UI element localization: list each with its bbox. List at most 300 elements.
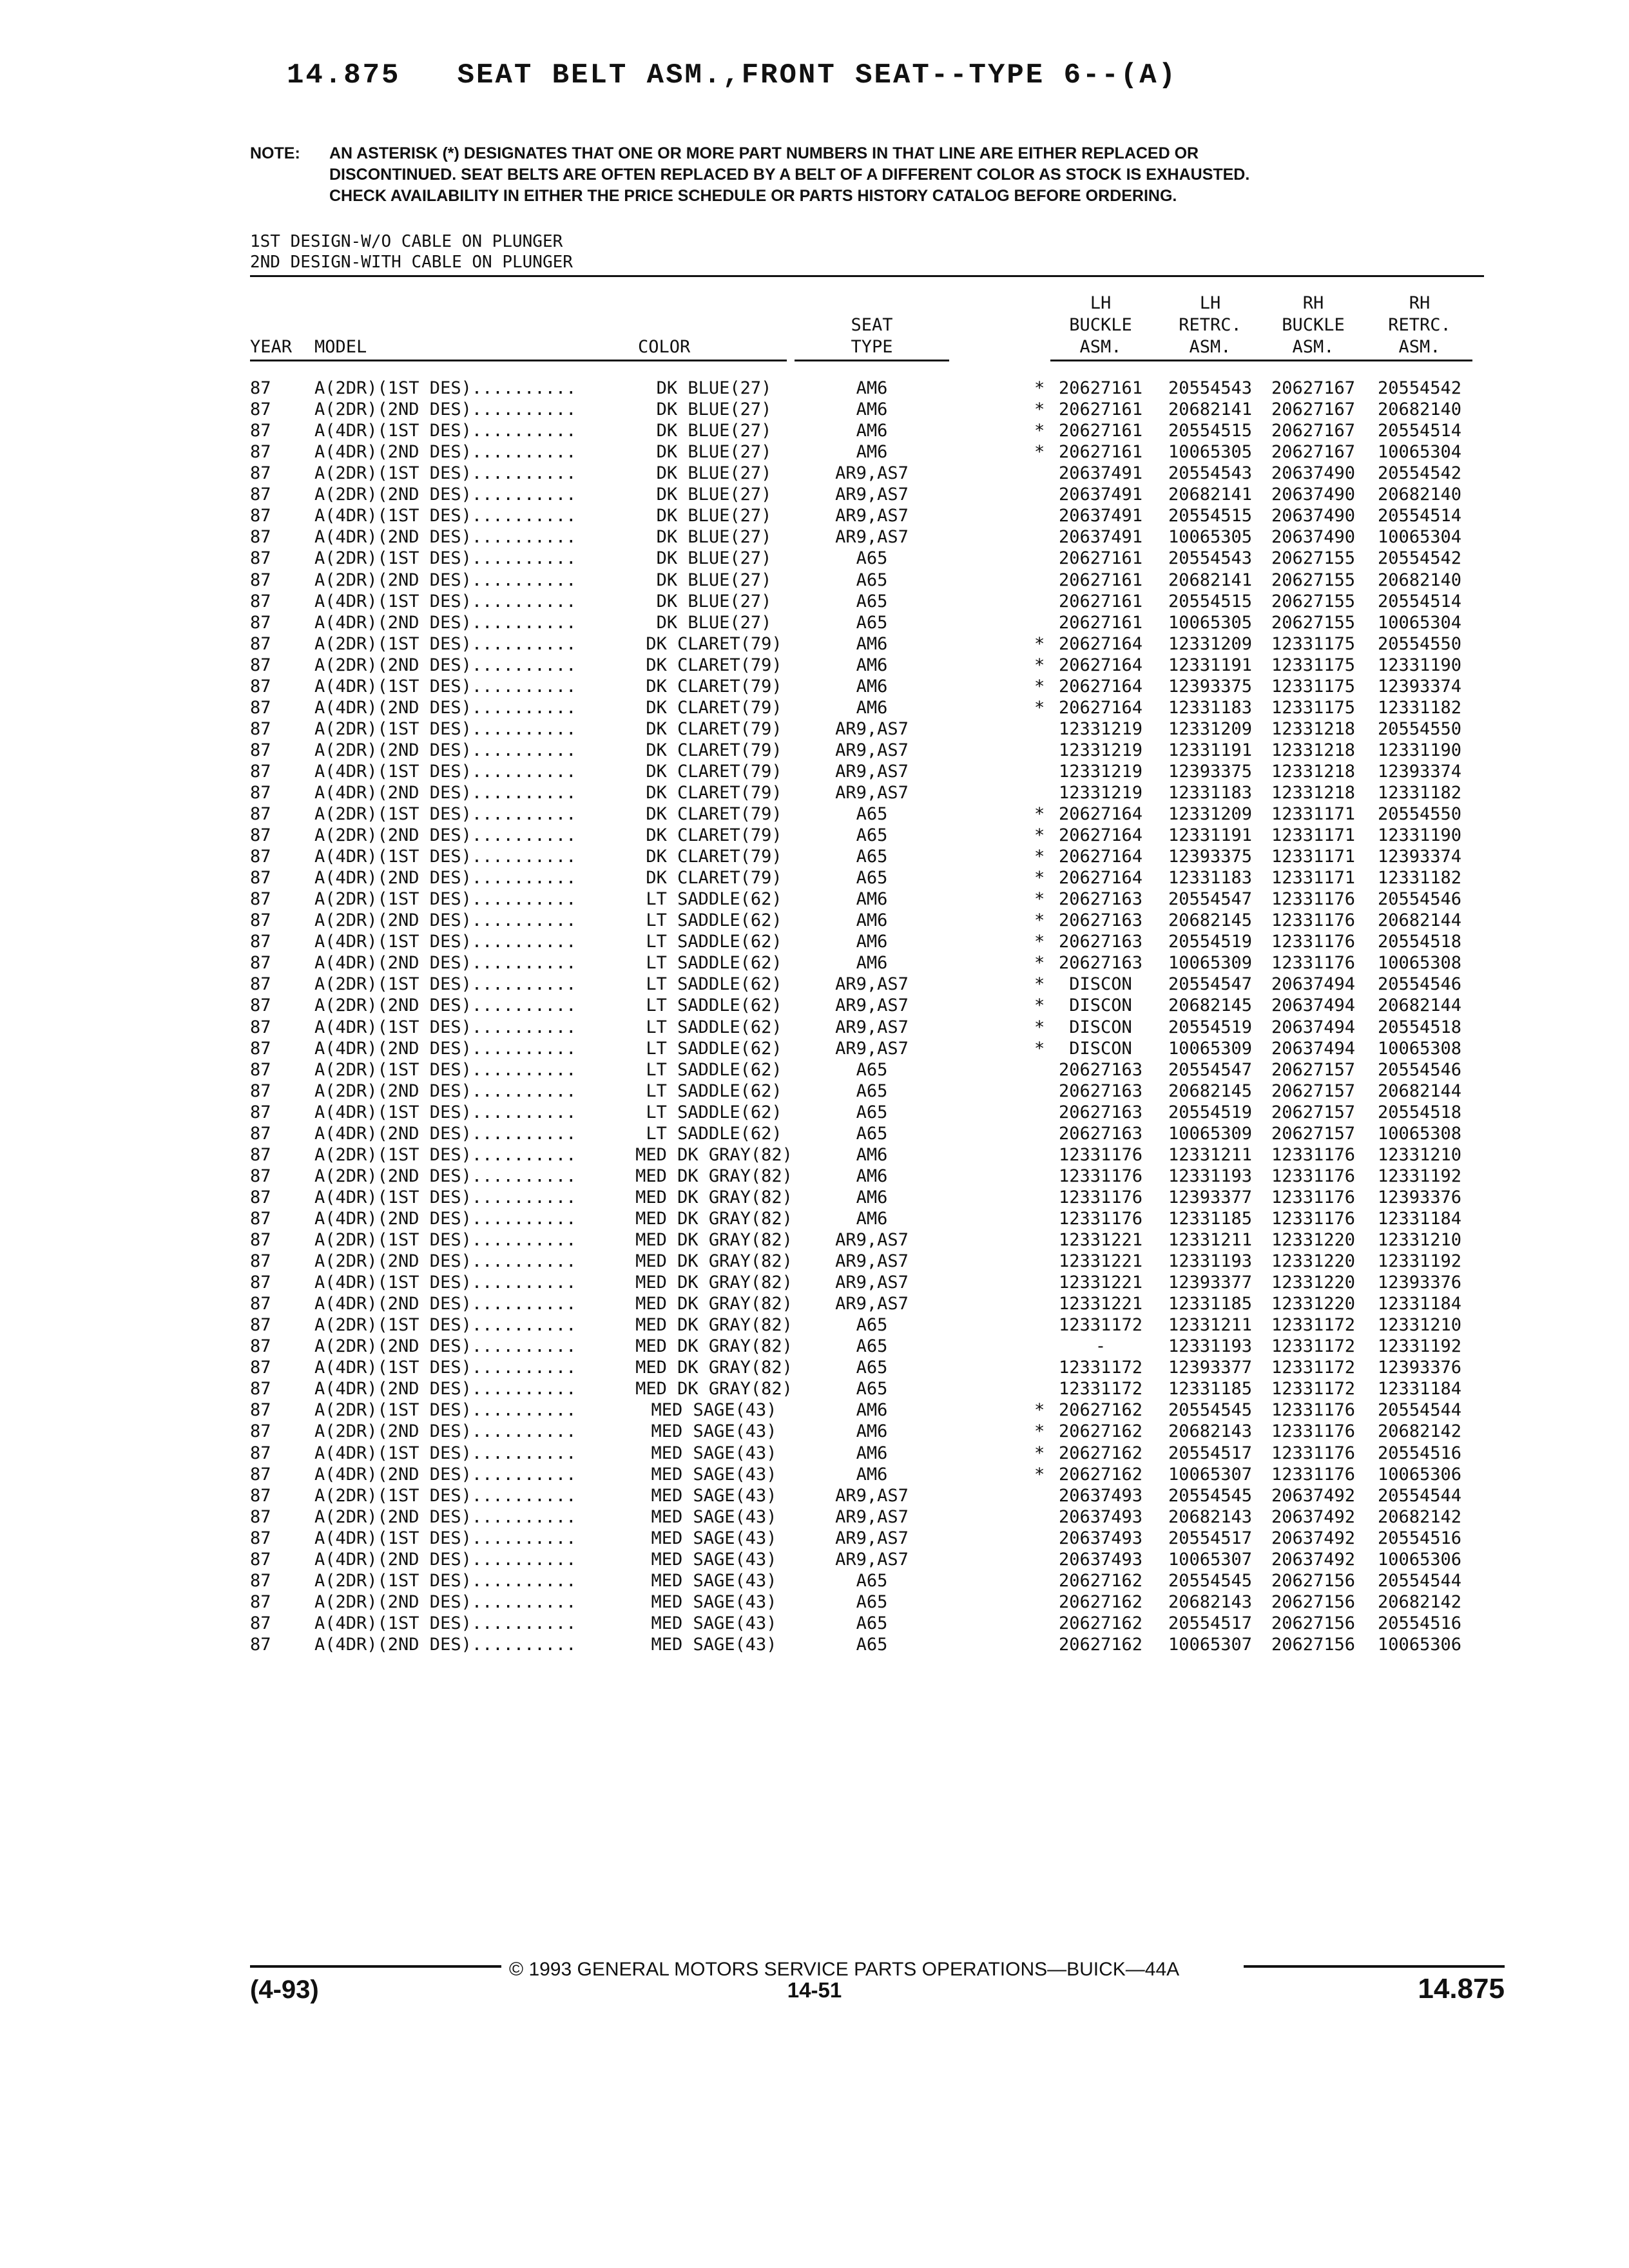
rh-buckle-cell: 12331171 bbox=[1271, 847, 1356, 867]
asterisk-marker: * bbox=[1034, 995, 1045, 1016]
year-cell: 87 bbox=[250, 655, 271, 675]
color-cell: LT SADDLE(62) bbox=[646, 1123, 782, 1144]
lh-buckle-cell: 20627163 bbox=[1058, 1081, 1143, 1101]
color-cell: MED SAGE(43) bbox=[651, 1549, 777, 1570]
seat-type-cell: A65 bbox=[856, 548, 888, 569]
lh-retrc-cell: 20554547 bbox=[1168, 1059, 1253, 1080]
model-cell: A(2DR)(2ND DES).......... bbox=[314, 1251, 577, 1271]
rh-retrc-cell: 12331182 bbox=[1377, 782, 1462, 803]
model-cell: A(2DR)(1ST DES).......... bbox=[314, 1144, 577, 1165]
lh-buckle-cell: 20627161 bbox=[1058, 591, 1143, 611]
seat-type-cell: AR9,AS7 bbox=[835, 1506, 909, 1527]
model-cell: A(2DR)(1ST DES).......... bbox=[314, 1570, 577, 1591]
model-cell: A(2DR)(1ST DES).......... bbox=[314, 718, 577, 739]
lh-retrc-cell: 20554515 bbox=[1168, 421, 1253, 441]
model-cell: A(4DR)(2ND DES).......... bbox=[314, 953, 577, 974]
year-cell: 87 bbox=[250, 421, 271, 441]
lh-buckle-cell: 20627162 bbox=[1058, 1421, 1143, 1442]
year-cell: 87 bbox=[250, 1336, 271, 1357]
col-header-lh-buckle: LH BUCKLE ASM. bbox=[1069, 293, 1132, 357]
lh-retrc-cell: 20554543 bbox=[1168, 378, 1253, 398]
lh-retrc-cell: 20554519 bbox=[1168, 1102, 1253, 1122]
lh-buckle-cell: 20627162 bbox=[1058, 1464, 1143, 1485]
model-cell: A(2DR)(2ND DES).......... bbox=[314, 740, 577, 760]
seat-type-cell: A65 bbox=[856, 1379, 888, 1399]
year-cell: 87 bbox=[250, 378, 271, 398]
model-cell: A(4DR)(1ST DES).......... bbox=[314, 1187, 577, 1207]
rh-buckle-cell: 20637490 bbox=[1271, 485, 1356, 505]
color-cell: MED DK GRAY(82) bbox=[635, 1358, 793, 1378]
asterisk-marker: * bbox=[1034, 889, 1045, 910]
color-cell: MED SAGE(43) bbox=[651, 1591, 777, 1612]
lh-retrc-cell: 12331185 bbox=[1168, 1294, 1253, 1314]
rh-buckle-cell: 20627155 bbox=[1271, 612, 1356, 633]
rh-buckle-cell: 20627155 bbox=[1271, 591, 1356, 611]
model-cell: A(4DR)(1ST DES).......... bbox=[314, 591, 577, 611]
color-cell: MED DK GRAY(82) bbox=[635, 1251, 793, 1271]
lh-retrc-cell: 12331209 bbox=[1168, 804, 1253, 824]
header-rule-left bbox=[250, 360, 787, 361]
lh-retrc-cell: 12393377 bbox=[1168, 1273, 1253, 1293]
model-cell: A(2DR)(2ND DES).......... bbox=[314, 910, 577, 931]
note-line-3: CHECK AVAILABILITY IN EITHER THE PRICE SCHEDULE OR PARTS HISTORY CATALOG BEFORE ORDERING. bbox=[329, 187, 1177, 205]
rh-retrc-cell: 20682140 bbox=[1377, 485, 1462, 505]
year-cell: 87 bbox=[250, 1294, 271, 1314]
seat-type-cell: A65 bbox=[856, 825, 888, 845]
year-cell: 87 bbox=[250, 1613, 271, 1633]
seat-type-cell: AR9,AS7 bbox=[835, 974, 909, 995]
rh-retrc-cell: 12393374 bbox=[1377, 676, 1462, 697]
lh-retrc-cell: 12331209 bbox=[1168, 633, 1253, 654]
rh-retrc-cell: 20554546 bbox=[1377, 1059, 1462, 1080]
seat-type-cell: AM6 bbox=[856, 1166, 888, 1186]
rh-retrc-cell: 12393376 bbox=[1377, 1273, 1462, 1293]
model-cell: A(4DR)(1ST DES).......... bbox=[314, 506, 577, 526]
color-cell: DK CLARET(79) bbox=[646, 868, 782, 889]
lh-retrc-cell: 20682145 bbox=[1168, 1081, 1253, 1101]
color-cell: DK CLARET(79) bbox=[646, 718, 782, 739]
year-cell: 87 bbox=[250, 1273, 271, 1293]
lh-retrc-cell: 10065307 bbox=[1168, 1634, 1253, 1655]
rh-buckle-cell: 20637490 bbox=[1271, 506, 1356, 526]
year-cell: 87 bbox=[250, 868, 271, 889]
asterisk-marker: * bbox=[1034, 804, 1045, 824]
color-cell: MED DK GRAY(82) bbox=[635, 1230, 793, 1250]
color-cell: LT SADDLE(62) bbox=[646, 1102, 782, 1122]
lh-buckle-cell: - bbox=[1095, 1336, 1106, 1357]
model-cell: A(4DR)(1ST DES).......... bbox=[314, 1443, 577, 1463]
year-cell: 87 bbox=[250, 527, 271, 548]
year-cell: 87 bbox=[250, 761, 271, 782]
model-cell: A(4DR)(1ST DES).......... bbox=[314, 932, 577, 952]
lh-buckle-cell: 12331221 bbox=[1058, 1230, 1143, 1250]
lh-retrc-cell: 10065305 bbox=[1168, 442, 1253, 463]
lh-retrc-cell: 20554515 bbox=[1168, 591, 1253, 611]
model-cell: A(2DR)(2ND DES).......... bbox=[314, 655, 577, 675]
year-cell: 87 bbox=[250, 1379, 271, 1399]
model-cell: A(2DR)(1ST DES).......... bbox=[314, 1230, 577, 1250]
lh-buckle-cell: 12331219 bbox=[1058, 740, 1143, 760]
year-cell: 87 bbox=[250, 1400, 271, 1421]
asterisk-marker: * bbox=[1034, 655, 1045, 675]
year-cell: 87 bbox=[250, 633, 271, 654]
seat-type-cell: AM6 bbox=[856, 442, 888, 463]
model-cell: A(4DR)(2ND DES).......... bbox=[314, 612, 577, 633]
rh-retrc-cell: 10065308 bbox=[1377, 1123, 1462, 1144]
lh-retrc-cell: 12331193 bbox=[1168, 1166, 1253, 1186]
lh-retrc-cell: 20554515 bbox=[1168, 506, 1253, 526]
model-cell: A(4DR)(1ST DES).......... bbox=[314, 1273, 577, 1293]
rh-buckle-cell: 12331172 bbox=[1271, 1379, 1356, 1399]
rh-retrc-cell: 12331210 bbox=[1377, 1144, 1462, 1165]
lh-retrc-cell: 12331193 bbox=[1168, 1251, 1253, 1271]
seat-type-cell: AR9,AS7 bbox=[835, 995, 909, 1016]
seat-type-cell: AR9,AS7 bbox=[835, 761, 909, 782]
lh-buckle-cell: 20627164 bbox=[1058, 825, 1143, 845]
lh-retrc-cell: 12393377 bbox=[1168, 1187, 1253, 1207]
seat-type-cell: AR9,AS7 bbox=[835, 527, 909, 548]
lh-retrc-cell: 12331183 bbox=[1168, 782, 1253, 803]
design-1-legend: 1ST DESIGN-W/O CABLE ON PLUNGER bbox=[250, 232, 563, 251]
design-2-legend: 2ND DESIGN-WITH CABLE ON PLUNGER bbox=[250, 253, 573, 272]
rh-buckle-cell: 20627157 bbox=[1271, 1059, 1356, 1080]
lh-buckle-cell: 20627163 bbox=[1058, 889, 1143, 910]
year-cell: 87 bbox=[250, 889, 271, 910]
lh-buckle-cell: 20637491 bbox=[1058, 463, 1143, 484]
lh-retrc-cell: 10065307 bbox=[1168, 1464, 1253, 1485]
seat-type-cell: AM6 bbox=[856, 1443, 888, 1463]
col-header-color: COLOR bbox=[638, 337, 691, 357]
year-cell: 87 bbox=[250, 1102, 271, 1122]
model-cell: A(4DR)(2ND DES).......... bbox=[314, 1464, 577, 1485]
color-cell: MED DK GRAY(82) bbox=[635, 1166, 793, 1186]
model-cell: A(4DR)(2ND DES).......... bbox=[314, 1294, 577, 1314]
color-cell: DK BLUE(27) bbox=[656, 612, 772, 633]
model-cell: A(4DR)(1ST DES).......... bbox=[314, 1613, 577, 1633]
seat-type-cell: A65 bbox=[856, 804, 888, 824]
lh-buckle-cell: 12331176 bbox=[1058, 1187, 1143, 1207]
asterisk-marker: * bbox=[1034, 847, 1045, 867]
year-cell: 87 bbox=[250, 697, 271, 718]
color-cell: LT SADDLE(62) bbox=[646, 910, 782, 931]
lh-buckle-cell: 12331172 bbox=[1058, 1358, 1143, 1378]
model-cell: A(2DR)(1ST DES).......... bbox=[314, 1059, 577, 1080]
color-cell: DK BLUE(27) bbox=[656, 485, 772, 505]
rh-retrc-cell: 10065304 bbox=[1377, 442, 1462, 463]
lh-retrc-cell: 20682143 bbox=[1168, 1506, 1253, 1527]
model-cell: A(2DR)(2ND DES).......... bbox=[314, 1166, 577, 1186]
rh-retrc-cell: 20554550 bbox=[1377, 718, 1462, 739]
rh-retrc-cell: 10065304 bbox=[1377, 527, 1462, 548]
year-cell: 87 bbox=[250, 1506, 271, 1527]
rh-retrc-cell: 20554550 bbox=[1377, 633, 1462, 654]
rh-buckle-cell: 20627156 bbox=[1271, 1591, 1356, 1612]
color-cell: DK BLUE(27) bbox=[656, 570, 772, 590]
model-cell: A(4DR)(2ND DES).......... bbox=[314, 1038, 577, 1059]
rh-buckle-cell: 20627157 bbox=[1271, 1123, 1356, 1144]
seat-type-cell: AR9,AS7 bbox=[835, 1528, 909, 1548]
seat-type-cell: AM6 bbox=[856, 676, 888, 697]
rh-buckle-cell: 20637494 bbox=[1271, 995, 1356, 1016]
rh-retrc-cell: 20682142 bbox=[1377, 1591, 1462, 1612]
lh-buckle-cell: 20637493 bbox=[1058, 1485, 1143, 1506]
year-cell: 87 bbox=[250, 1634, 271, 1655]
seat-type-cell: AM6 bbox=[856, 953, 888, 974]
rh-buckle-cell: 20637494 bbox=[1271, 1017, 1356, 1037]
rh-buckle-cell: 12331171 bbox=[1271, 804, 1356, 824]
lh-retrc-cell: 12393375 bbox=[1168, 761, 1253, 782]
lh-retrc-cell: 12331211 bbox=[1168, 1230, 1253, 1250]
asterisk-marker: * bbox=[1034, 421, 1045, 441]
color-cell: LT SADDLE(62) bbox=[646, 995, 782, 1016]
color-cell: MED SAGE(43) bbox=[651, 1506, 777, 1527]
rh-retrc-cell: 12331184 bbox=[1377, 1294, 1462, 1314]
rh-buckle-cell: 20637492 bbox=[1271, 1485, 1356, 1506]
model-cell: A(2DR)(2ND DES).......... bbox=[314, 1336, 577, 1357]
model-cell: A(4DR)(1ST DES).......... bbox=[314, 761, 577, 782]
color-cell: MED SAGE(43) bbox=[651, 1570, 777, 1591]
rh-buckle-cell: 12331175 bbox=[1271, 633, 1356, 654]
lh-retrc-cell: 20554519 bbox=[1168, 1017, 1253, 1037]
rh-retrc-cell: 10065308 bbox=[1377, 953, 1462, 974]
seat-type-cell: AR9,AS7 bbox=[835, 1038, 909, 1059]
rh-buckle-cell: 20627167 bbox=[1271, 399, 1356, 419]
year-cell: 87 bbox=[250, 804, 271, 824]
model-cell: A(4DR)(2ND DES).......... bbox=[314, 1123, 577, 1144]
rh-retrc-cell: 20682140 bbox=[1377, 399, 1462, 419]
lh-buckle-cell: 20627163 bbox=[1058, 1059, 1143, 1080]
rh-buckle-cell: 20627155 bbox=[1271, 570, 1356, 590]
rh-buckle-cell: 12331176 bbox=[1271, 1208, 1356, 1229]
year-cell: 87 bbox=[250, 1464, 271, 1485]
page-number: 14-51 bbox=[787, 1978, 842, 2002]
rh-buckle-cell: 20637490 bbox=[1271, 527, 1356, 548]
year-cell: 87 bbox=[250, 718, 271, 739]
lh-buckle-cell: 20637493 bbox=[1058, 1549, 1143, 1570]
color-cell: MED DK GRAY(82) bbox=[635, 1379, 793, 1399]
page-title: 14.875 SEAT BELT ASM.,FRONT SEAT--TYPE 6--(A) bbox=[287, 59, 1178, 91]
color-cell: MED SAGE(43) bbox=[651, 1421, 777, 1442]
asterisk-marker: * bbox=[1034, 442, 1045, 463]
rh-buckle-cell: 20627156 bbox=[1271, 1613, 1356, 1633]
lh-buckle-cell: DISCON bbox=[1069, 995, 1132, 1016]
year-cell: 87 bbox=[250, 1208, 271, 1229]
lh-retrc-cell: 20554543 bbox=[1168, 463, 1253, 484]
year-cell: 87 bbox=[250, 676, 271, 697]
color-cell: DK CLARET(79) bbox=[646, 633, 782, 654]
color-cell: DK CLARET(79) bbox=[646, 825, 782, 845]
seat-type-cell: AM6 bbox=[856, 1144, 888, 1165]
year-cell: 87 bbox=[250, 591, 271, 611]
model-cell: A(2DR)(1ST DES).......... bbox=[314, 378, 577, 398]
year-cell: 87 bbox=[250, 953, 271, 974]
color-cell: LT SADDLE(62) bbox=[646, 974, 782, 995]
asterisk-marker: * bbox=[1034, 378, 1045, 398]
seat-type-cell: A65 bbox=[856, 1123, 888, 1144]
year-cell: 87 bbox=[250, 548, 271, 569]
lh-buckle-cell: 20627163 bbox=[1058, 932, 1143, 952]
seat-type-cell: AM6 bbox=[856, 655, 888, 675]
color-cell: DK BLUE(27) bbox=[656, 527, 772, 548]
asterisk-marker: * bbox=[1034, 974, 1045, 995]
model-cell: A(2DR)(2ND DES).......... bbox=[314, 995, 577, 1016]
rh-retrc-cell: 20554516 bbox=[1377, 1443, 1462, 1463]
lh-retrc-cell: 20682145 bbox=[1168, 910, 1253, 931]
asterisk-marker: * bbox=[1034, 953, 1045, 974]
color-cell: DK BLUE(27) bbox=[656, 463, 772, 484]
rh-buckle-cell: 12331176 bbox=[1271, 889, 1356, 910]
model-cell: A(4DR)(2ND DES).......... bbox=[314, 697, 577, 718]
seat-type-cell: A65 bbox=[856, 847, 888, 867]
rh-buckle-cell: 20627156 bbox=[1271, 1634, 1356, 1655]
rh-retrc-cell: 10065306 bbox=[1377, 1634, 1462, 1655]
seat-type-cell: AM6 bbox=[856, 633, 888, 654]
year-cell: 87 bbox=[250, 1187, 271, 1207]
rh-buckle-cell: 12331172 bbox=[1271, 1336, 1356, 1357]
rh-buckle-cell: 12331218 bbox=[1271, 740, 1356, 760]
lh-buckle-cell: 20637491 bbox=[1058, 485, 1143, 505]
seat-type-cell: A65 bbox=[856, 868, 888, 889]
rh-buckle-cell: 20637492 bbox=[1271, 1506, 1356, 1527]
rh-buckle-cell: 12331176 bbox=[1271, 1464, 1356, 1485]
year-cell: 87 bbox=[250, 1485, 271, 1506]
rh-buckle-cell: 20637494 bbox=[1271, 974, 1356, 995]
copyright-line: © 1993 GENERAL MOTORS SERVICE PARTS OPERATIONS—BUICK—44A bbox=[509, 1959, 1180, 1980]
rh-buckle-cell: 12331171 bbox=[1271, 825, 1356, 845]
rh-buckle-cell: 12331172 bbox=[1271, 1315, 1356, 1336]
color-cell: MED DK GRAY(82) bbox=[635, 1336, 793, 1357]
lh-buckle-cell: 12331176 bbox=[1058, 1208, 1143, 1229]
model-cell: A(2DR)(1ST DES).......... bbox=[314, 889, 577, 910]
rh-retrc-cell: 20554544 bbox=[1377, 1400, 1462, 1421]
lh-buckle-cell: 20637493 bbox=[1058, 1506, 1143, 1527]
rh-retrc-cell: 12331210 bbox=[1377, 1315, 1462, 1336]
seat-type-cell: A65 bbox=[856, 1570, 888, 1591]
color-cell: LT SADDLE(62) bbox=[646, 1059, 782, 1080]
color-cell: DK CLARET(79) bbox=[646, 740, 782, 760]
asterisk-marker: * bbox=[1034, 1017, 1045, 1037]
lh-retrc-cell: 10065309 bbox=[1168, 953, 1253, 974]
rh-retrc-cell: 20554544 bbox=[1377, 1570, 1462, 1591]
color-cell: MED DK GRAY(82) bbox=[635, 1187, 793, 1207]
lh-retrc-cell: 20682141 bbox=[1168, 485, 1253, 505]
year-cell: 87 bbox=[250, 1570, 271, 1591]
model-cell: A(4DR)(2ND DES).......... bbox=[314, 782, 577, 803]
lh-retrc-cell: 10065307 bbox=[1168, 1549, 1253, 1570]
seat-type-cell: AM6 bbox=[856, 910, 888, 931]
color-cell: LT SADDLE(62) bbox=[646, 1017, 782, 1037]
year-cell: 87 bbox=[250, 442, 271, 463]
color-cell: MED DK GRAY(82) bbox=[635, 1208, 793, 1229]
model-cell: A(2DR)(1ST DES).......... bbox=[314, 633, 577, 654]
seat-type-cell: AM6 bbox=[856, 1208, 888, 1229]
color-cell: DK BLUE(27) bbox=[656, 591, 772, 611]
color-cell: DK CLARET(79) bbox=[646, 761, 782, 782]
lh-retrc-cell: 10065305 bbox=[1168, 612, 1253, 633]
lh-buckle-cell: 12331221 bbox=[1058, 1251, 1143, 1271]
lh-buckle-cell: 20627162 bbox=[1058, 1634, 1143, 1655]
asterisk-marker: * bbox=[1034, 633, 1045, 654]
rh-retrc-cell: 20554518 bbox=[1377, 1102, 1462, 1122]
rh-retrc-cell: 12331184 bbox=[1377, 1208, 1462, 1229]
model-cell: A(4DR)(1ST DES).......... bbox=[314, 1358, 577, 1378]
asterisk-marker: * bbox=[1034, 1443, 1045, 1463]
model-cell: A(2DR)(1ST DES).......... bbox=[314, 548, 577, 569]
col-header-lh-retrc: LH RETRC. ASM. bbox=[1179, 293, 1242, 357]
lh-retrc-cell: 12393375 bbox=[1168, 676, 1253, 697]
rh-buckle-cell: 12331171 bbox=[1271, 868, 1356, 889]
lh-buckle-cell: 20627164 bbox=[1058, 697, 1143, 718]
model-cell: A(2DR)(1ST DES).......... bbox=[314, 804, 577, 824]
seat-type-cell: A65 bbox=[856, 1081, 888, 1101]
lh-buckle-cell: 20627163 bbox=[1058, 1123, 1143, 1144]
lh-buckle-cell: 20627164 bbox=[1058, 633, 1143, 654]
rh-retrc-cell: 12393374 bbox=[1377, 847, 1462, 867]
seat-type-cell: AR9,AS7 bbox=[835, 485, 909, 505]
color-cell: DK CLARET(79) bbox=[646, 782, 782, 803]
footer-rule-left bbox=[250, 1965, 501, 1968]
lh-buckle-cell: 12331176 bbox=[1058, 1144, 1143, 1165]
model-cell: A(4DR)(2ND DES).......... bbox=[314, 868, 577, 889]
rh-buckle-cell: 12331220 bbox=[1271, 1273, 1356, 1293]
lh-buckle-cell: 20627161 bbox=[1058, 399, 1143, 419]
rh-retrc-cell: 20554546 bbox=[1377, 889, 1462, 910]
year-cell: 87 bbox=[250, 995, 271, 1016]
rh-retrc-cell: 12331190 bbox=[1377, 825, 1462, 845]
lh-buckle-cell: 20627164 bbox=[1058, 804, 1143, 824]
col-header-rh-retrc: RH RETRC. ASM. bbox=[1388, 293, 1451, 357]
color-cell: MED SAGE(43) bbox=[651, 1464, 777, 1485]
rh-buckle-cell: 12331175 bbox=[1271, 676, 1356, 697]
year-cell: 87 bbox=[250, 1591, 271, 1612]
lh-retrc-cell: 12331183 bbox=[1168, 868, 1253, 889]
color-cell: DK CLARET(79) bbox=[646, 804, 782, 824]
rh-retrc-cell: 20682142 bbox=[1377, 1506, 1462, 1527]
year-cell: 87 bbox=[250, 1038, 271, 1059]
model-cell: A(2DR)(2ND DES).......... bbox=[314, 1421, 577, 1442]
year-cell: 87 bbox=[250, 1315, 271, 1336]
rh-retrc-cell: 10065308 bbox=[1377, 1038, 1462, 1059]
lh-retrc-cell: 20554543 bbox=[1168, 548, 1253, 569]
color-cell: LT SADDLE(62) bbox=[646, 932, 782, 952]
seat-type-cell: A65 bbox=[856, 1059, 888, 1080]
lh-retrc-cell: 20554517 bbox=[1168, 1528, 1253, 1548]
rh-retrc-cell: 20682140 bbox=[1377, 570, 1462, 590]
lh-buckle-cell: 12331221 bbox=[1058, 1273, 1143, 1293]
rh-retrc-cell: 12393374 bbox=[1377, 761, 1462, 782]
year-cell: 87 bbox=[250, 847, 271, 867]
model-cell: A(2DR)(2ND DES).......... bbox=[314, 485, 577, 505]
color-cell: DK CLARET(79) bbox=[646, 697, 782, 718]
model-cell: A(2DR)(2ND DES).......... bbox=[314, 825, 577, 845]
color-cell: MED SAGE(43) bbox=[651, 1400, 777, 1421]
year-cell: 87 bbox=[250, 463, 271, 484]
year-cell: 87 bbox=[250, 1230, 271, 1250]
seat-type-cell: AM6 bbox=[856, 1187, 888, 1207]
year-cell: 87 bbox=[250, 485, 271, 505]
lh-buckle-cell: DISCON bbox=[1069, 1017, 1132, 1037]
note-line-2: DISCONTINUED. SEAT BELTS ARE OFTEN REPLACED BY A BELT OF A DIFFERENT COLOR AS STOCK IS EXHAUSTED. bbox=[329, 166, 1250, 184]
rh-buckle-cell: 20627157 bbox=[1271, 1081, 1356, 1101]
model-cell: A(2DR)(1ST DES).......... bbox=[314, 1315, 577, 1336]
lh-buckle-cell: 20627161 bbox=[1058, 548, 1143, 569]
asterisk-marker: * bbox=[1034, 868, 1045, 889]
asterisk-marker: * bbox=[1034, 697, 1045, 718]
rh-buckle-cell: 20637492 bbox=[1271, 1528, 1356, 1548]
note-label: NOTE: bbox=[250, 144, 300, 162]
lh-retrc-cell: 12331183 bbox=[1168, 697, 1253, 718]
rh-buckle-cell: 12331220 bbox=[1271, 1251, 1356, 1271]
